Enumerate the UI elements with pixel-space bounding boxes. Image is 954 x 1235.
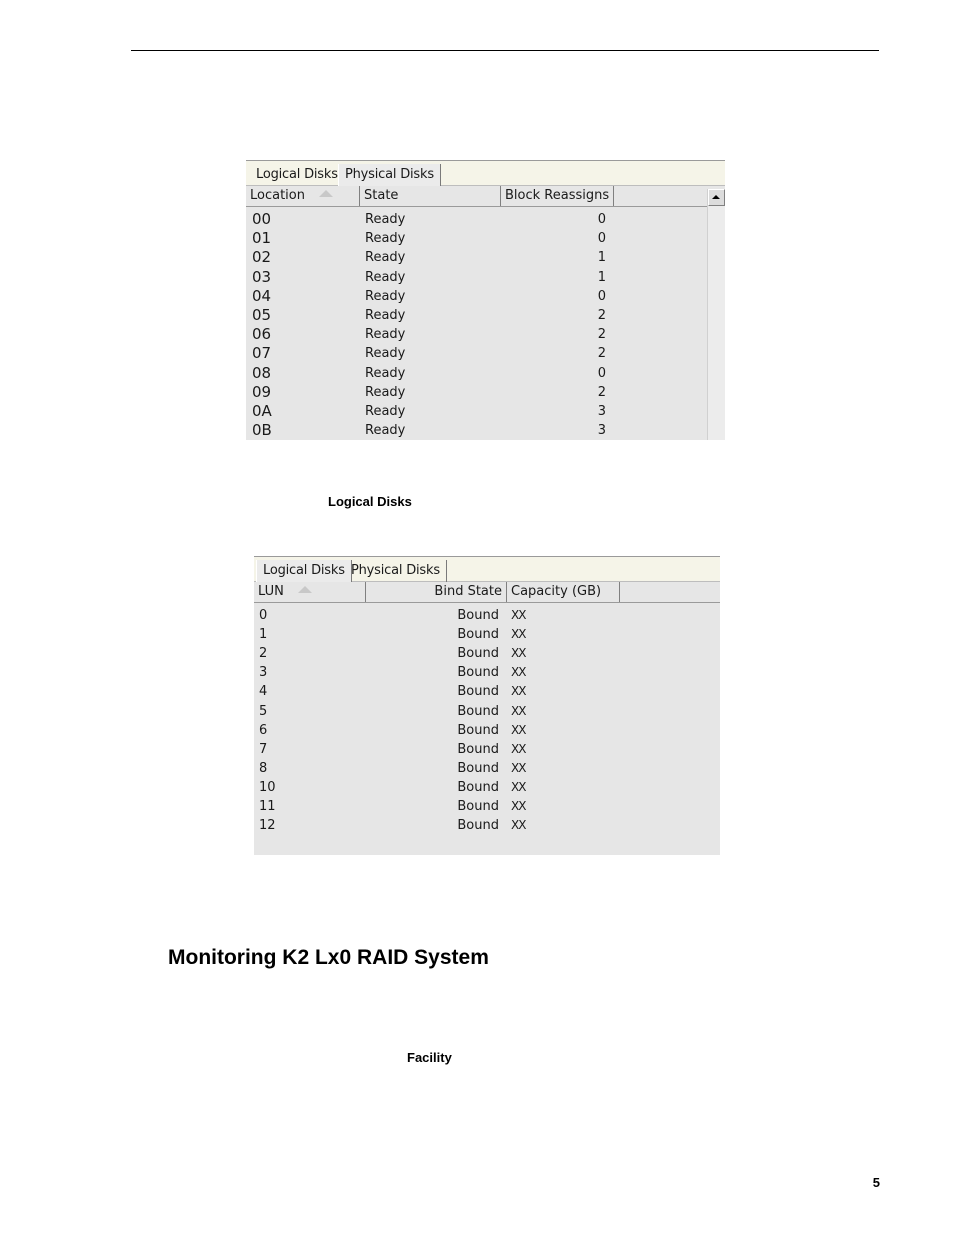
- table-row[interactable]: [254, 740, 720, 759]
- column-header-capacity[interactable]: Capacity (GB): [507, 582, 620, 602]
- block-reassigns-cell: 2: [597, 327, 606, 343]
- lun-cell: 7: [259, 741, 268, 757]
- location-cell: 04: [252, 286, 272, 305]
- table-row[interactable]: [254, 721, 720, 740]
- location-cell: 02: [252, 248, 272, 267]
- sort-ascending-icon: [298, 586, 312, 593]
- lun-cell: 5: [259, 703, 268, 719]
- state-cell: Ready: [365, 327, 406, 343]
- lun-cell: 11: [259, 799, 276, 814]
- tab-logical-disks[interactable]: Logical Disks: [256, 167, 338, 182]
- block-reassigns-cell: 1: [597, 269, 606, 285]
- scroll-up-button[interactable]: [708, 189, 725, 206]
- lun-cell: 1: [259, 627, 268, 643]
- bind-state-cell: Bound: [457, 627, 499, 643]
- table-row[interactable]: [254, 702, 720, 721]
- state-cell: Ready: [365, 346, 406, 362]
- location-cell: 08: [252, 363, 272, 382]
- capacity-cell: XX: [511, 818, 526, 833]
- lun-cell: 12: [259, 818, 276, 834]
- capacity-cell: XX: [511, 665, 526, 680]
- table-row[interactable]: [246, 344, 725, 363]
- state-cell: Ready: [365, 404, 406, 419]
- state-cell: Ready: [365, 423, 406, 439]
- state-cell: Ready: [365, 308, 406, 323]
- block-reassigns-cell: 2: [597, 384, 606, 400]
- table-row[interactable]: [246, 306, 725, 325]
- block-reassigns-cell: 3: [597, 404, 606, 419]
- figure-caption: Logical Disks: [328, 494, 412, 509]
- capacity-cell: XX: [511, 646, 526, 661]
- state-cell: Ready: [365, 365, 406, 381]
- bind-state-cell: Bound: [457, 608, 499, 623]
- table-row[interactable]: [246, 268, 725, 287]
- column-header-row: [246, 186, 725, 207]
- table-row[interactable]: [254, 625, 720, 644]
- block-reassigns-cell: 2: [597, 308, 606, 323]
- capacity-cell: XX: [511, 760, 526, 775]
- state-cell: Ready: [365, 288, 406, 304]
- capacity-cell: XX: [511, 799, 526, 813]
- location-cell: 07: [252, 344, 272, 363]
- bind-state-cell: Bound: [457, 646, 499, 662]
- bind-state-cell: Bound: [457, 760, 499, 776]
- tab-physical-disks[interactable]: Physical Disks: [338, 164, 441, 186]
- sort-ascending-icon: [319, 190, 333, 197]
- lun-cell: 2: [259, 646, 268, 662]
- table-row[interactable]: [254, 682, 720, 701]
- lun-cell: 8: [259, 760, 268, 776]
- tab-logical-disks[interactable]: Logical Disks: [256, 560, 352, 582]
- lun-cell: 6: [259, 722, 268, 738]
- header-rule: [131, 50, 879, 51]
- vertical-scrollbar[interactable]: [707, 189, 725, 440]
- block-reassigns-cell: 2: [597, 346, 606, 362]
- lun-cell: 0: [259, 608, 268, 623]
- location-cell: 05: [252, 306, 272, 324]
- location-cell: 03: [252, 267, 272, 286]
- bind-state-cell: Bound: [457, 722, 499, 738]
- state-cell: Ready: [365, 384, 406, 400]
- table-row[interactable]: [246, 383, 725, 402]
- table-row[interactable]: [246, 402, 725, 421]
- location-cell: 01: [252, 229, 272, 248]
- bind-state-cell: Bound: [457, 799, 499, 814]
- location-cell: 09: [252, 382, 272, 401]
- bind-state-cell: Bound: [457, 741, 499, 757]
- column-header-block-reassigns[interactable]: Block Reassigns: [501, 186, 614, 206]
- block-reassigns-cell: 3: [597, 423, 606, 439]
- table-row[interactable]: [246, 364, 725, 383]
- column-header-state[interactable]: State: [360, 186, 501, 206]
- table-row[interactable]: [254, 606, 720, 625]
- table-row[interactable]: [254, 778, 720, 797]
- table-row[interactable]: [246, 248, 725, 267]
- column-header-label: LUN: [258, 584, 284, 599]
- state-cell: Ready: [365, 231, 406, 247]
- capacity-cell: XX: [511, 627, 526, 642]
- column-header-bind-state[interactable]: Bind State: [366, 582, 507, 602]
- section-title: Monitoring K2 Lx0 RAID System: [168, 946, 489, 969]
- table-row[interactable]: [254, 644, 720, 663]
- bind-state-cell: Bound: [457, 665, 499, 681]
- table-row[interactable]: [246, 287, 725, 306]
- table-row[interactable]: [254, 759, 720, 778]
- facility-label: Facility: [407, 1050, 452, 1065]
- block-reassigns-cell: 0: [597, 231, 606, 247]
- page-number: 5: [872, 1175, 880, 1190]
- lun-cell: 3: [259, 665, 268, 681]
- bind-state-cell: Bound: [457, 779, 499, 795]
- capacity-cell: XX: [511, 608, 526, 622]
- column-header-location[interactable]: [246, 186, 360, 206]
- table-row[interactable]: [246, 210, 725, 229]
- capacity-cell: XX: [511, 779, 526, 794]
- location-cell: 0B: [252, 421, 272, 440]
- capacity-cell: XX: [511, 703, 526, 718]
- state-cell: Ready: [365, 250, 406, 266]
- physical-disks-panel: [246, 160, 725, 440]
- location-cell: 06: [252, 325, 272, 344]
- tab-bar: [254, 556, 720, 582]
- table-row[interactable]: [254, 797, 720, 816]
- logical-disks-panel: [254, 556, 720, 855]
- lun-cell: 10: [259, 779, 276, 795]
- tab-physical-disks[interactable]: Physical Disks: [345, 560, 447, 582]
- location-cell: 00: [252, 210, 272, 228]
- column-header-label: Location: [250, 188, 305, 203]
- lun-cell: 4: [259, 684, 268, 700]
- table-row[interactable]: [246, 229, 725, 248]
- state-cell: Ready: [365, 212, 406, 227]
- tab-bar: [246, 160, 725, 186]
- block-reassigns-cell: 1: [597, 250, 606, 266]
- table-row[interactable]: [246, 421, 725, 440]
- column-header-row: [254, 582, 720, 603]
- capacity-cell: XX: [511, 684, 526, 699]
- block-reassigns-cell: 0: [597, 212, 606, 227]
- bind-state-cell: Bound: [457, 703, 499, 719]
- block-reassigns-cell: 0: [597, 365, 606, 381]
- table-row[interactable]: [254, 663, 720, 682]
- location-cell: 0A: [252, 402, 272, 420]
- table-row[interactable]: [246, 325, 725, 344]
- state-cell: Ready: [365, 269, 406, 285]
- capacity-cell: XX: [511, 741, 526, 756]
- block-reassigns-cell: 0: [597, 288, 606, 304]
- capacity-cell: XX: [511, 722, 526, 737]
- column-header-lun[interactable]: [254, 582, 366, 602]
- bind-state-cell: Bound: [457, 684, 499, 700]
- up-arrow-icon: [712, 195, 720, 199]
- table-row[interactable]: [254, 816, 720, 835]
- bind-state-cell: Bound: [457, 818, 499, 834]
